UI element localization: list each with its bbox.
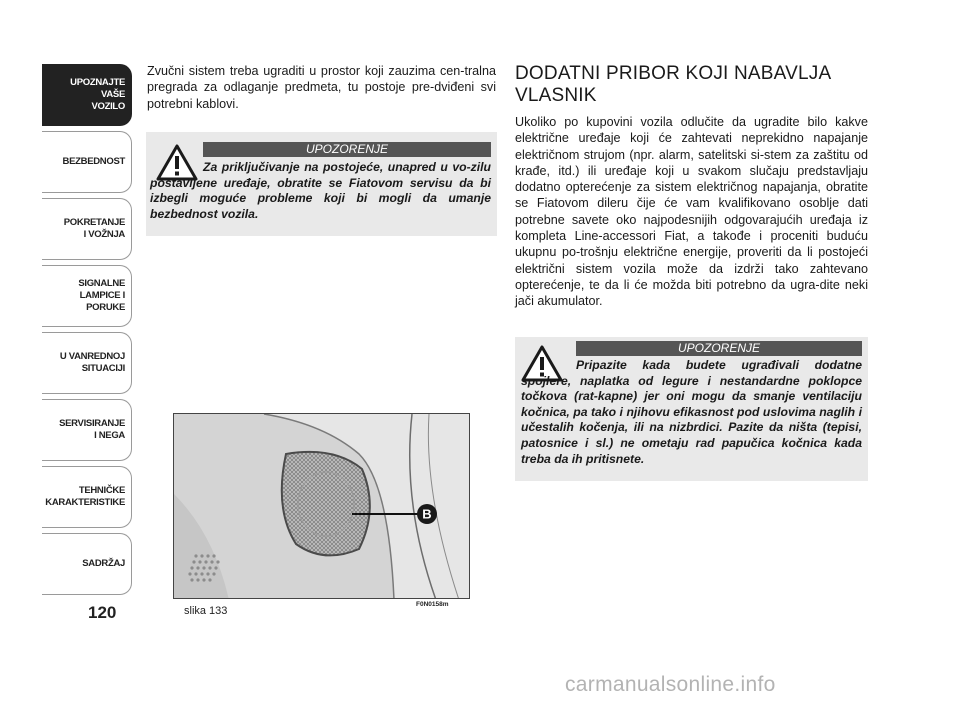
warning-title: UPOZORENJE: [576, 341, 862, 356]
section-heading: DODATNI PRIBOR KOJI NABAVLJA VLASNIK: [515, 63, 831, 106]
intro-paragraph: Zvučni sistem treba ugraditi u prostor koji zauzima cen-tralna pregrada za odlaganje predmeta, tu postoje pre-dviđeni svi potrebni kablovi.: [147, 64, 496, 111]
watermark: carmanualsonline.info: [565, 673, 776, 696]
tab-sadrzaj[interactable]: [42, 533, 132, 595]
callout-label: B: [422, 506, 432, 522]
tab-label: U VANREDNOJ SITUACIJI: [59, 351, 125, 374]
tab-bezbednost[interactable]: [42, 131, 132, 193]
tab-label: TEHNIČKE KARAKTERISTIKE: [45, 485, 125, 508]
figure-code: F0N0158m: [416, 601, 449, 608]
tab-upoznajte-vase-vozilo[interactable]: [42, 64, 132, 126]
tab-tehnicke-karakteristike[interactable]: [42, 466, 132, 528]
warning-box-accessories: [515, 337, 868, 481]
warning-box-wiring: [146, 132, 497, 236]
tab-label: SIGNALNE LAMPICE I PORUKE: [78, 278, 125, 313]
tab-label: SADRŽAJ: [82, 558, 125, 569]
warning-text: Pripazite kada budete ugrađivali dodatne spojlere, naplatka od legure i nestandardne poklopce točkova (rat-kapne) jer oni mogu da smanje ventilaciju kočnica, pa tako i njihovu efikasnost pod uslovima naglih i učestalih kočenja, ili na nizbrdici. Pazite da ništa (tepisi, patosnice i sl.) ne ometaju rad papučica kočnica kada treba da ih pritisnete.: [521, 358, 862, 466]
body-paragraph: Ukoliko po kupovini vozila odlučite da ugradite bilo kakve električne uređaje koji će zahtevati neprekidno napajanje električnom strujom (npr. alarm, satelitski si-stem za zaštitu od krađe, itd.) ili uređaje koji u svakom slučaju predstavljaju dodatno opterećenje za sistem električnog napajanja, obratite se Fiatovom dileru čije će vam kvalifikovano osoblje dati potrebne savete oko najpodesnijih odgovarajućih uređaja iz kompleta Line-accessori Fiat, a takođe i proceniti buduću ukupnu po-trošnju električne energije, proveriti da li postojeći električni sistem vozila može da izdrži tako zahtevano opterećenje, te da li će možda biti potrebno da ugra-dite neki jači akumulator.: [515, 115, 868, 309]
tab-signalne-lampice[interactable]: [42, 265, 132, 327]
warning-text: Za priključivanje na postojeće, unapred u vo-zilu postavljene uređaje, obratite se Fiatovom servisu da bi izbegli moguće probleme koji bi mogli da umanje bezbednost vozila.: [150, 160, 491, 221]
page-number: 120: [88, 603, 117, 622]
tab-label: BEZBEDNOST: [62, 156, 125, 167]
tab-u-vanrednoj-situaciji[interactable]: [42, 332, 132, 394]
warning-title: UPOZORENJE: [203, 142, 491, 157]
chapter-tabs: [42, 64, 132, 600]
tab-servisiranje-i-nega[interactable]: [42, 399, 132, 461]
tab-label: POKRETANJE I VOŽNJA: [63, 217, 125, 240]
speaker-grille-illustration: [174, 414, 470, 599]
figure-caption: slika 133: [184, 605, 228, 617]
tab-label: SERVISIRANJE I NEGA: [59, 418, 125, 441]
tab-pokretanje-i-voznja[interactable]: [42, 198, 132, 260]
tab-label: UPOZNAJTE VAŠE VOZILO: [70, 77, 125, 112]
figure-speaker-grille: [173, 413, 470, 599]
